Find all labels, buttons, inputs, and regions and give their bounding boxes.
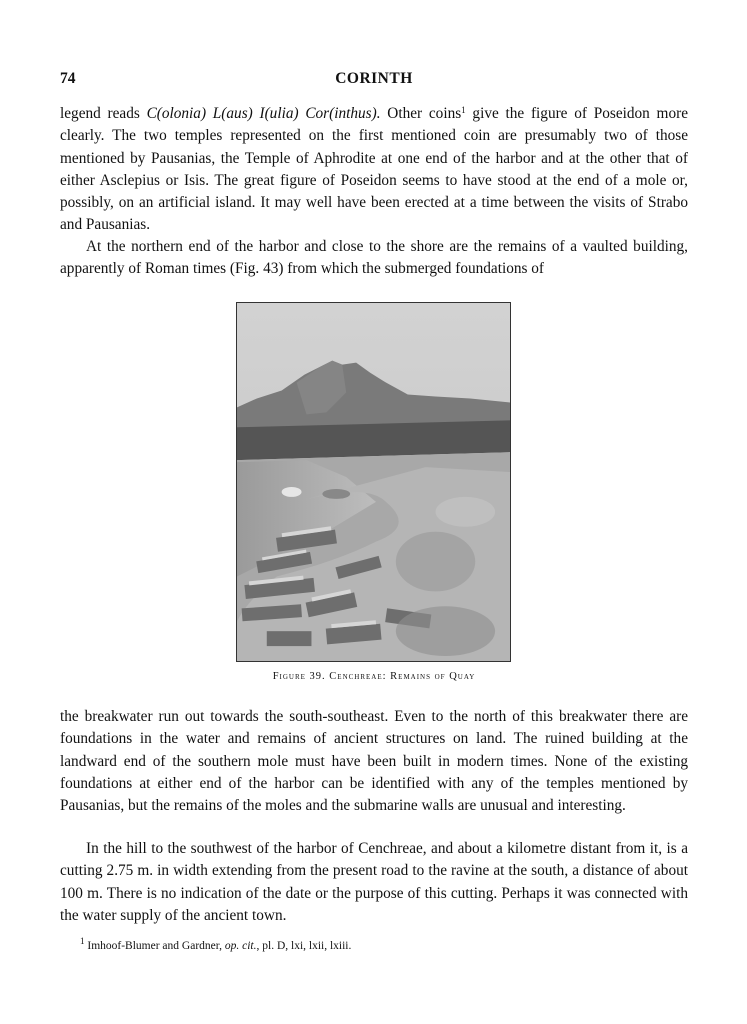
footnote-italic: op. cit. — [224, 940, 257, 952]
figure-photograph — [236, 302, 511, 662]
quay-remains-photo — [237, 303, 510, 661]
footnote-reference[interactable]: 1 — [461, 105, 466, 115]
paragraph-vaulted-building: At the northern end of the harbor and close to the shore are the remains of a vaulted building, apparently of Roman times (Fig. 43) from which the submerged foundations of — [60, 238, 688, 278]
paragraph-coins — [60, 103, 688, 237]
rock-in-water — [282, 487, 302, 497]
page-header — [60, 70, 688, 92]
coin-legend-italic: C(olonia) L(aus) I(ulia) Cor(inthus). — [146, 105, 381, 122]
paragraph-cutting: In the hill to the southwest of the harbor of Cenchreae, and about a kilometre distant from it, is a cutting 2.75 m. in width extending from the present road to the ravine at the south, a distance of about 100 m. There is no indication of the date or the purpose of this cutting. Perhaps it was connected with the water supply of the ancient town. — [60, 840, 688, 924]
paragraph-breakwater: the breakwater run out towards the south-southeast. Even to the north of this breakwater there are foundations in the water and remains of ancient structures on land. The ruined building at the landward end of the southern mole must have been built in modern times. None of the existing foundations at either end of the harbor can be identified with any of the temples mentioned by Pausanias, but the remains of the moles and the submarine walls are unusual and interesting. — [60, 708, 688, 815]
figure-caption: Figure 39. Cenchreae: Remains of Quay — [272, 671, 476, 682]
footnote — [80, 936, 680, 954]
footnote-authors: Imhoof-Blumer and Gardner, — [87, 940, 225, 952]
footnote-citation: , pl. D, lxi, lxii, lxiii. — [256, 940, 352, 952]
page-number: 74 — [60, 70, 76, 87]
footnote-marker: 1 — [80, 936, 85, 946]
paragraph-text: give the figure of Poseidon more clearly. The two temples represented on the first mentioned coin are presumably two of those mentioned by Pausanias, the Temple of Aphrodite at one end of the harbor and at the other that of either Asclepius or Isis. The great figure of Poseidon seems to have stood at the end of a mole or, possibly, on an artificial island. It may well have been erected at a time between the visits of Strabo and Pausanias. — [60, 105, 688, 234]
paragraph-text: Other coins — [380, 105, 462, 122]
running-title: CORINTH — [335, 70, 413, 87]
paragraph-text: legend reads — [60, 105, 147, 122]
